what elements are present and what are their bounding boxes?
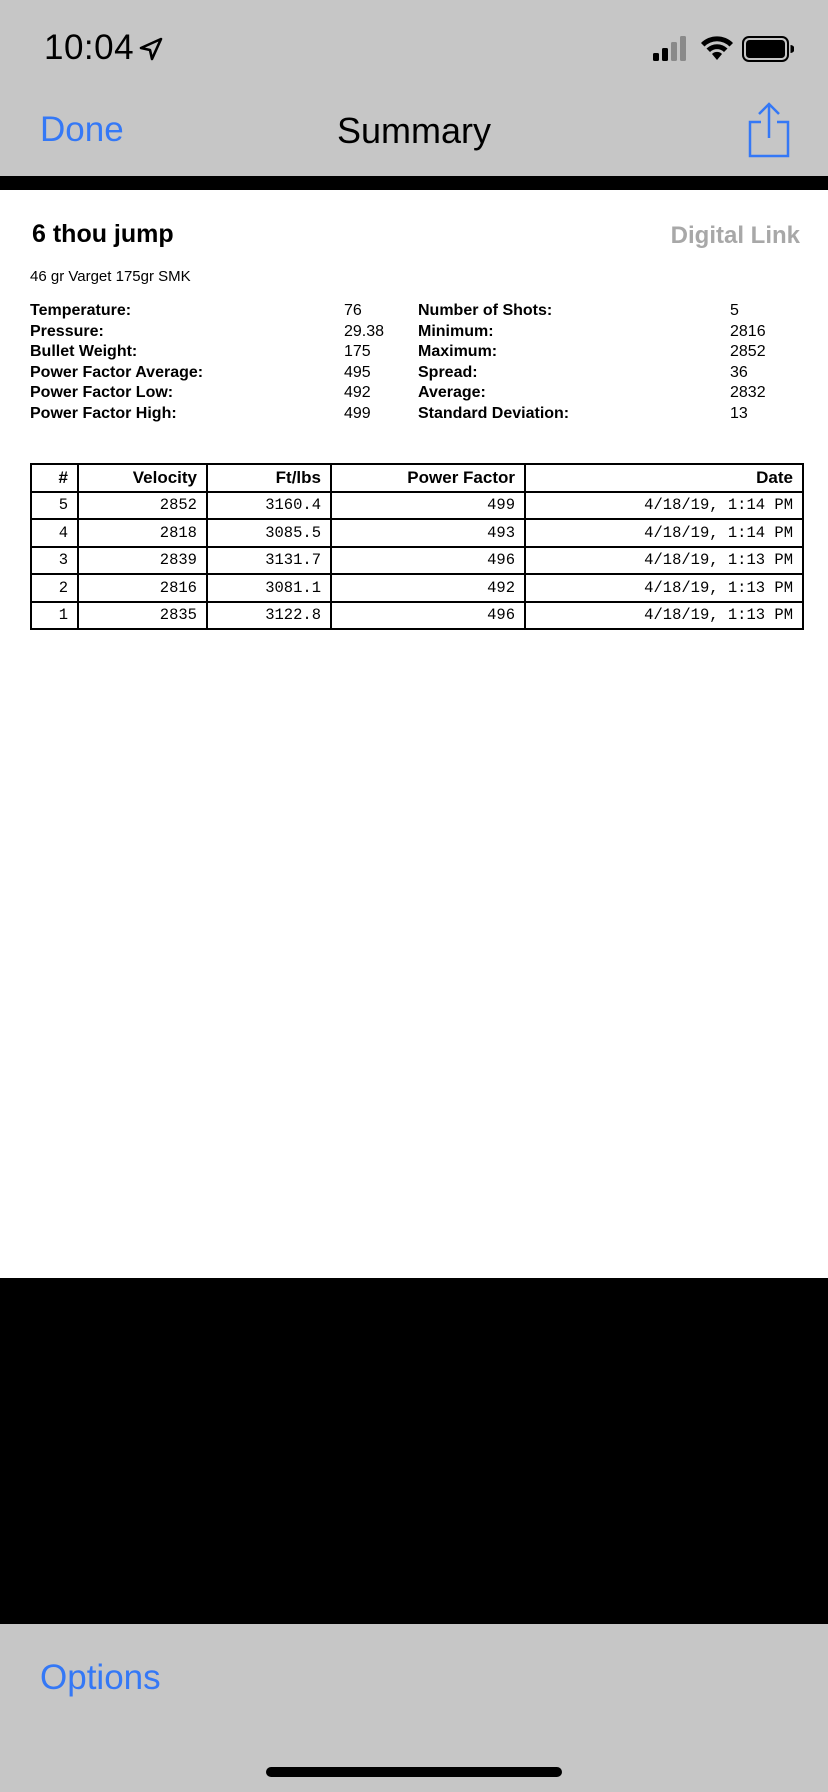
stat-value: 13 <box>730 404 748 422</box>
stat-row <box>30 302 800 323</box>
cell-date: 4/18/19, 1:14 PM <box>525 519 803 547</box>
cell-power-factor: 496 <box>331 547 525 575</box>
cell-power-factor: 496 <box>331 602 525 630</box>
column-header-date: Date <box>525 464 803 492</box>
stat-label: Minimum: <box>418 322 494 340</box>
stat-label: Power Factor Low: <box>30 384 174 401</box>
table-row <box>31 574 803 602</box>
stat-label: Temperature: <box>30 302 132 319</box>
document-title: 6 thou jump <box>32 220 174 248</box>
cell-ftlbs: 3160.4 <box>207 492 331 520</box>
stat-value: 36 <box>730 363 748 381</box>
stat-value: 5 <box>730 302 739 319</box>
stat-value: 495 <box>344 363 371 381</box>
table-row <box>31 547 803 575</box>
stat-value: 2852 <box>730 343 766 360</box>
cell-date: 4/18/19, 1:14 PM <box>525 492 803 520</box>
stat-label: Pressure: <box>30 322 104 340</box>
cell-velocity: 2852 <box>78 492 207 520</box>
stat-label: Average: <box>418 384 486 401</box>
table-row <box>31 602 803 630</box>
column-header-power-factor: Power Factor <box>331 464 525 492</box>
divider <box>0 176 828 190</box>
location-arrow-icon <box>138 36 164 62</box>
column-header-number: # <box>31 464 78 492</box>
cell-date: 4/18/19, 1:13 PM <box>525 574 803 602</box>
stat-value: 175 <box>344 343 371 360</box>
stat-row <box>30 364 800 385</box>
status-bar <box>0 0 828 88</box>
cell-number: 3 <box>31 547 78 575</box>
load-description: 46 gr Varget 175gr SMK <box>30 268 191 285</box>
cell-power-factor: 492 <box>331 574 525 602</box>
share-icon[interactable] <box>746 102 792 158</box>
table-row <box>31 492 803 520</box>
stat-label: Standard Deviation: <box>418 404 570 422</box>
cell-number: 1 <box>31 602 78 630</box>
bottom-toolbar <box>0 1624 828 1792</box>
stats-grid <box>30 302 800 425</box>
page-title: Summary <box>336 110 492 151</box>
cell-number: 2 <box>31 574 78 602</box>
stat-value: 2816 <box>730 322 766 340</box>
options-button[interactable]: Options <box>40 1658 161 1697</box>
cell-ftlbs: 3131.7 <box>207 547 331 575</box>
battery-icon <box>742 36 794 62</box>
cell-velocity: 2816 <box>78 574 207 602</box>
cell-date: 4/18/19, 1:13 PM <box>525 547 803 575</box>
clock: 10:04 <box>44 28 135 67</box>
cell-number: 4 <box>31 519 78 547</box>
stat-label: Number of Shots: <box>418 302 553 319</box>
stat-row <box>30 343 800 364</box>
cellular-signal-icon <box>652 36 688 62</box>
wifi-icon <box>700 34 734 62</box>
stat-value: 2832 <box>730 384 766 401</box>
summary-document <box>0 190 828 1278</box>
cell-ftlbs: 3081.1 <box>207 574 331 602</box>
stat-label: Power Factor Average: <box>30 363 204 381</box>
done-button[interactable]: Done <box>40 110 124 149</box>
cell-velocity: 2835 <box>78 602 207 630</box>
shots-table <box>30 463 804 630</box>
stat-label: Power Factor High: <box>30 404 177 422</box>
cell-velocity: 2818 <box>78 519 207 547</box>
cell-velocity: 2839 <box>78 547 207 575</box>
cell-ftlbs: 3122.8 <box>207 602 331 630</box>
stat-value: 76 <box>344 302 362 319</box>
stat-row <box>30 384 800 405</box>
stat-label: Maximum: <box>418 343 498 360</box>
table-row <box>31 519 803 547</box>
digital-link[interactable]: Digital Link <box>670 222 800 249</box>
stat-label: Bullet Weight: <box>30 343 138 360</box>
stat-row <box>30 405 800 426</box>
stat-value: 29.38 <box>344 322 385 340</box>
table-header-row <box>31 464 803 492</box>
cell-date: 4/18/19, 1:13 PM <box>525 602 803 630</box>
cell-power-factor: 499 <box>331 492 525 520</box>
stat-value: 492 <box>344 384 371 401</box>
cell-power-factor: 493 <box>331 519 525 547</box>
column-header-velocity: Velocity <box>78 464 207 492</box>
stat-value: 499 <box>344 404 371 422</box>
cell-number: 5 <box>31 492 78 520</box>
column-header-ftlbs: Ft/lbs <box>207 464 331 492</box>
navigation-bar <box>0 88 828 176</box>
stat-label: Spread: <box>418 363 478 381</box>
stat-row <box>30 323 800 344</box>
home-indicator[interactable] <box>266 1767 562 1777</box>
cell-ftlbs: 3085.5 <box>207 519 331 547</box>
